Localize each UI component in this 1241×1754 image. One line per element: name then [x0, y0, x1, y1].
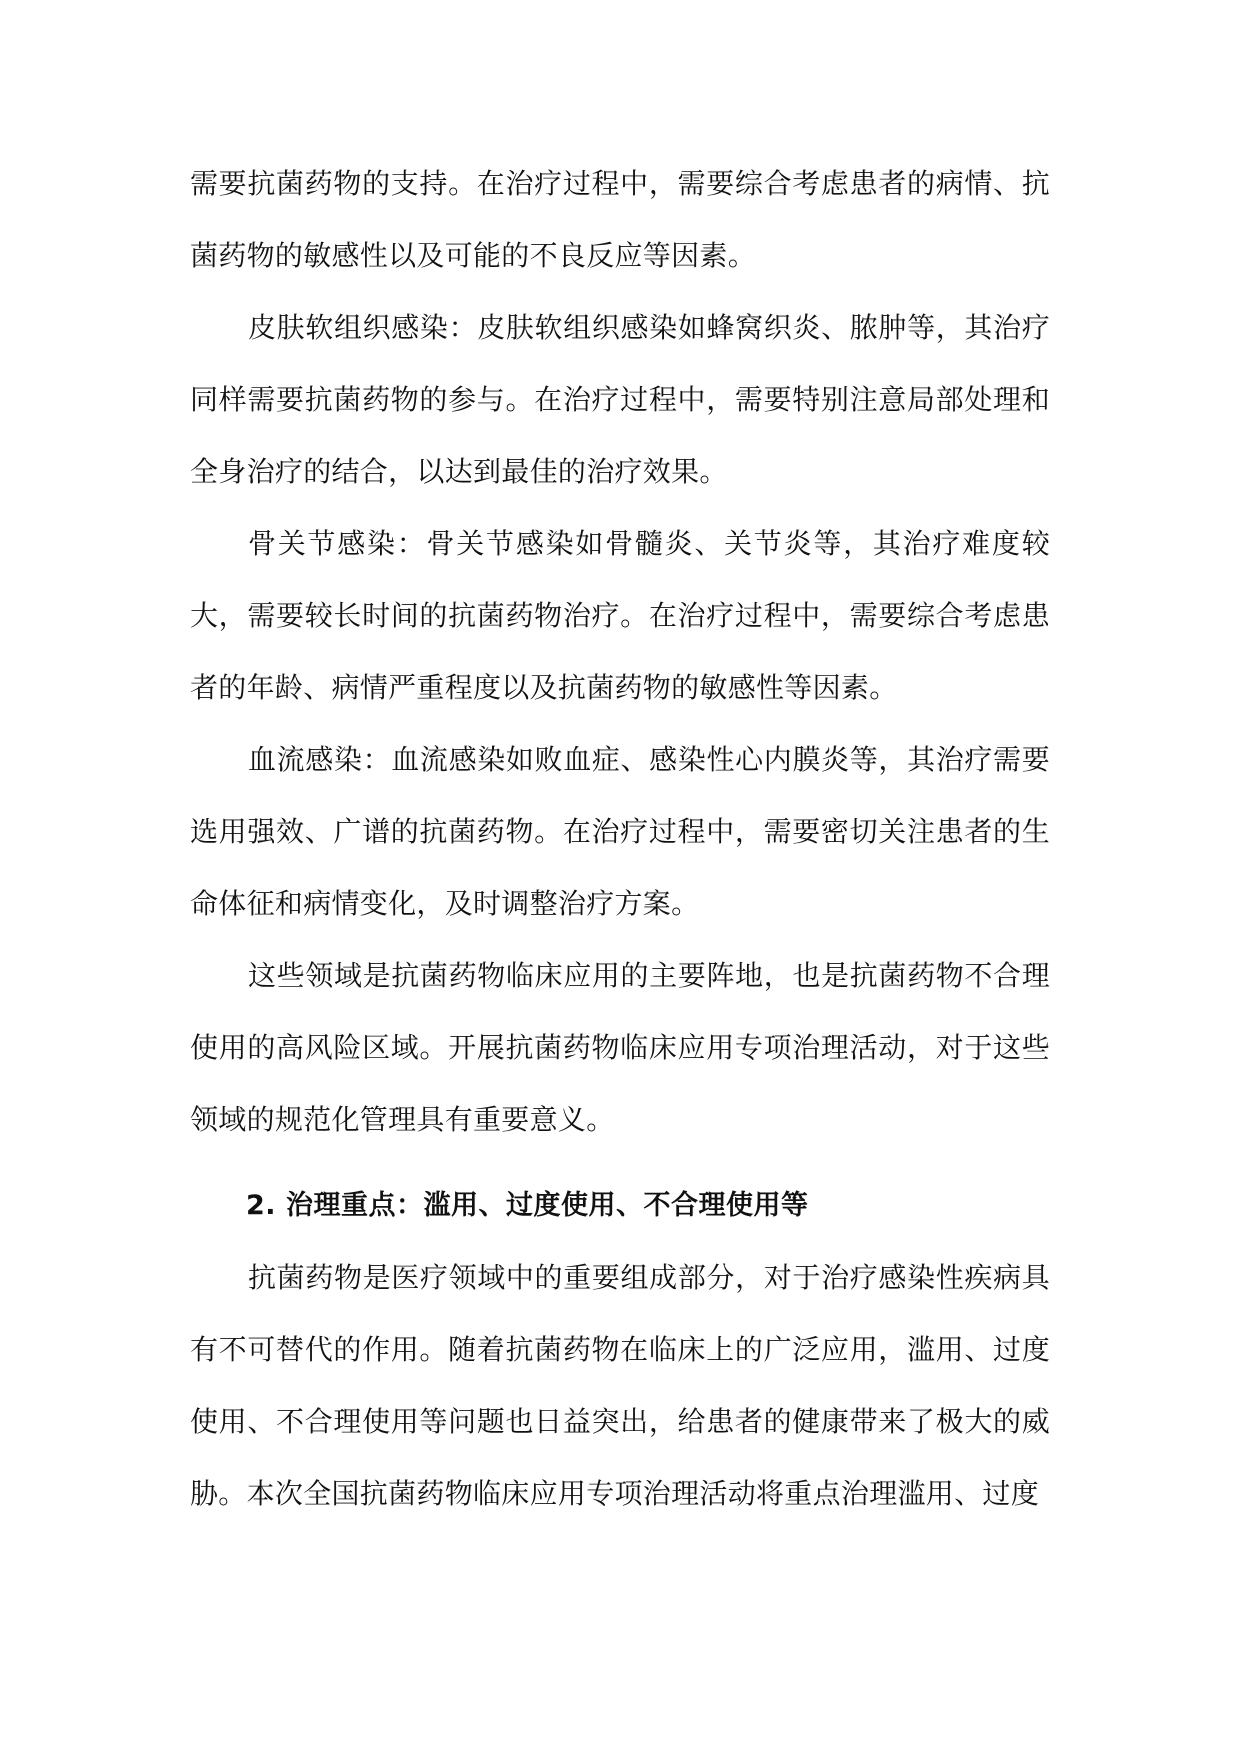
paragraph-summary: 这些领域是抗菌药物临床应用的主要阵地，也是抗菌药物不合理使用的高风险区域。开展抗菌药物临床应用专项治理活动，对于这些领域的规范化管理具有重要意义。 — [190, 959, 1050, 1136]
paragraph-skin-soft-tissue-infection: 皮肤软组织感染：皮肤软组织感染如蜂窝织炎、脓肿等，其治疗同样需要抗菌药物的参与。在治疗过程中，需要特别注意局部处理和全身治疗的结合，以达到最佳的治疗效果。 — [190, 311, 1050, 488]
paragraph-continuation: 需要抗菌药物的支持。在治疗过程中，需要综合考虑患者的病情、抗菌药物的敏感性以及可能的不良反应等因素。 — [190, 167, 1050, 272]
paragraph-bloodstream-infection: 血流感染：血流感染如败血症、感染性心内膜炎等，其治疗需要选用强效、广谱的抗菌药物。在治疗过程中，需要密切关注患者的生命体征和病情变化，及时调整治疗方案。 — [190, 743, 1050, 920]
paragraph-bone-joint-infection: 骨关节感染：骨关节感染如骨髓炎、关节炎等，其治疗难度较大，需要较长时间的抗菌药物治疗。在治疗过程中，需要综合考虑患者的年龄、病情严重程度以及抗菌药物的敏感性等因素。 — [190, 527, 1050, 704]
section-heading: 2. 治理重点：滥用、过度使用、不合理使用等 — [246, 1190, 809, 1221]
section-spacer — [190, 1156, 1050, 1170]
document-body — [190, 148, 1050, 1530]
section-paragraph: 抗菌药物是医疗领域中的重要组成部分，对于治疗感染性疾病具有不可替代的作用。随着抗菌药物在临床上的广泛应用，滥用、过度使用、不合理使用等问题也日益突出，给患者的健康带来了极大的威胁。本次全国抗菌药物临床应用专项治理活动将重点治理滥用、过度 — [190, 1261, 1050, 1510]
